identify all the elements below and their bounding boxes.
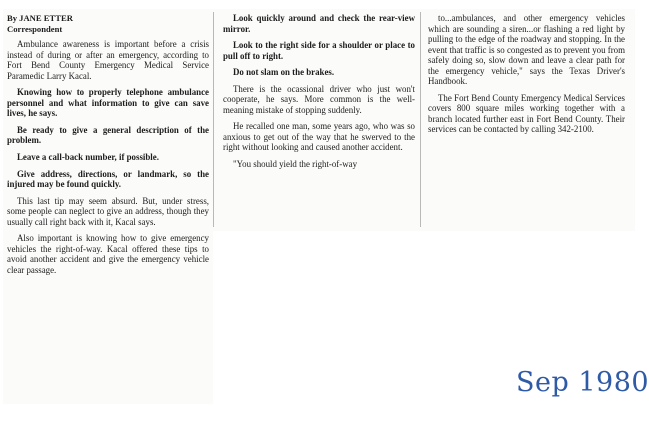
- byline-role: Correspondent: [7, 23, 63, 34]
- article-paragraph: Also important is knowing how to give emergency vehicles the right-of-way. Kacal offered these tips to avoid another accident and give the emergency vehicle clear passage.: [7, 233, 209, 275]
- article-paragraph: Give address, directions, or landmark, so the injured may be found quickly.: [7, 168, 209, 190]
- column-3-body: [428, 13, 625, 135]
- date-stamp: Sep 1980: [516, 367, 649, 398]
- byline: By JANE ETTER: [7, 13, 73, 23]
- article-column-1: [7, 13, 209, 281]
- article-paragraph: Ambulance awareness is important before a crisis instead of during or after an emergency, according to Fort Bend County Emergency Medical Service Paramedic Larry Kacal.: [7, 39, 209, 81]
- column-rule-2: [420, 12, 421, 227]
- column-rule-1: [213, 12, 214, 227]
- column-1-body: [7, 39, 209, 275]
- article-paragraph: Be ready to give a general description of the problem.: [7, 124, 209, 146]
- article-paragraph: The Fort Bend County Emergency Medical Services covers 800 square miles working together with a branch located further east in Fort Bend County. Their services can be contacted by calling 342-2100.: [428, 92, 625, 135]
- article-paragraph: There is the ocassional driver who just won't cooperate, he says. More common is the well-meaning mistake of stopping suddenly.: [223, 83, 415, 115]
- column-2-body: [223, 13, 415, 170]
- article-paragraph: to...ambulances, and other emergency vehicles which are sounding a siren...or flashing a red light by pulling to the edge of the roadway and stopping. In the event that traffic is so congested as to prevent you from safely doing so, slow down and leave a clear path for the emergency vehicle," says the Texas Driver's Handbook.: [428, 13, 626, 87]
- article-column-2: [223, 13, 415, 176]
- article-paragraph: Leave a call-back number, if possible.: [17, 152, 159, 163]
- article-paragraph: Look quickly around and check the rear-view mirror.: [223, 13, 415, 34]
- article-column-3: [428, 13, 625, 141]
- article-paragraph: This last tip may seem absurd. But, under stress, some people can neglect to give an address, though they usually call right back with it, Kacal says.: [7, 195, 209, 227]
- article-paragraph: Look to the right side for a shoulder or place to pull off to right.: [223, 40, 415, 61]
- article-paragraph: Knowing how to properly telephone ambulance personnel and what information to give can save lives, he says.: [7, 87, 209, 119]
- article-paragraph: "You should yield the right-of-way: [233, 159, 358, 170]
- article-paragraph: Do not slam on the brakes.: [233, 67, 335, 78]
- article-paragraph: He recalled one man, some years ago, who was so anxious to get out of the way that he swerved to the right without looking and caused another accident.: [223, 121, 415, 153]
